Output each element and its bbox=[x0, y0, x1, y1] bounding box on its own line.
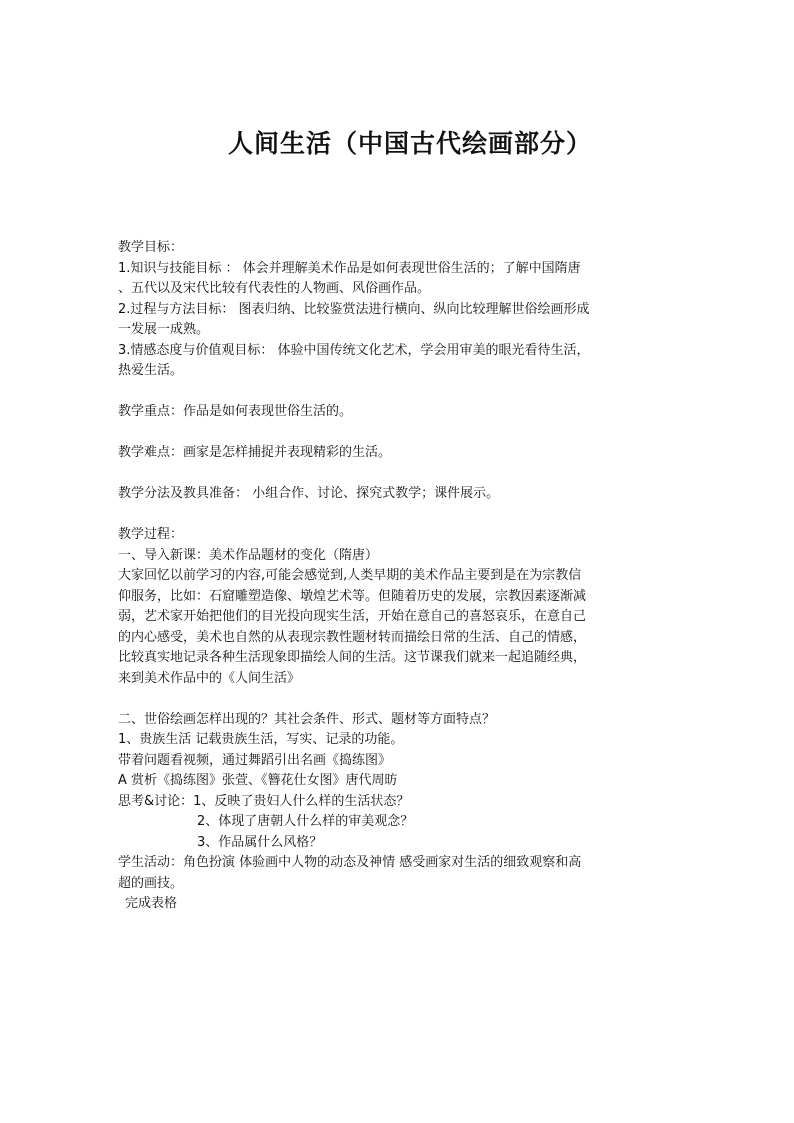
part2-title: 二、世俗绘画怎样出现的？其社会条件、形式、题材等方面特点？ bbox=[118, 711, 496, 727]
discussion-question-1: 思考&讨论：1、反映了贵妇人什么样的生活状态？ bbox=[118, 793, 410, 809]
goal-process-line-2: 一发展一成熟。 bbox=[118, 322, 210, 337]
spacer bbox=[118, 505, 638, 526]
part1-title: 一、导入新课：美术作品题材的变化（隋唐） bbox=[118, 547, 379, 563]
spacer bbox=[118, 464, 638, 485]
student-activity-line-1: 学生活动：角色扮演 体验画中人物的动态及神情 感受画家对生活的细致观察和高 bbox=[118, 855, 582, 870]
goal-knowledge-line-2: 、五代以及宋代比较有代表性的人物画、风俗画作品。 bbox=[118, 281, 431, 296]
goal-knowledge-line-1: 1.知识与技能目标 ： 体会并理解美术作品是如何表现世俗生活的；了解中国隋唐 bbox=[118, 260, 581, 276]
spacer bbox=[118, 382, 638, 403]
discussion-question-2: 2、体现了唐朝人什么样的审美观念？ bbox=[197, 814, 414, 829]
process-heading: 教学过程： bbox=[118, 527, 184, 542]
document-body bbox=[118, 238, 638, 915]
part1-line: 大家回忆以前学习的内容,可能会感觉到,人类早期的美术作品主要到是在为宗教信 bbox=[118, 568, 582, 583]
goal-attitude-line-2: 热爱生活。 bbox=[118, 363, 184, 378]
difficulty: 教学难点：画家是怎样捕捉并表现精彩的生活。 bbox=[118, 445, 392, 460]
discussion-question-3: 3、作品属什么风格？ bbox=[197, 834, 323, 850]
spacer bbox=[118, 423, 638, 444]
student-activity-line-2: 超的画技。 bbox=[118, 875, 184, 891]
goal-process-line-1: 2.过程与方法目标： 图表归纳、比较鉴赏法进行横向、纵向比较理解世俗绘画形成 bbox=[118, 301, 590, 317]
part1-line: 来到美术作品中的《人间生活》 bbox=[118, 670, 301, 686]
teaching-methods: 教学分法及教具准备： 小组合作、讨论、探究式教学；课件展示。 bbox=[118, 486, 500, 501]
noble-life: 1、贵族生活 记载贵族生活，写实、记录的功能。 bbox=[118, 732, 404, 747]
video-intro: 带着问题看视频，通过舞蹈引出名画《捣练图》 bbox=[118, 752, 392, 768]
goal-attitude-line-1: 3.情感态度与价值观目标： 体验中国传统文化艺术，学会用审美的眼光看待生活， bbox=[118, 342, 590, 358]
goals-heading: 教学目标： bbox=[118, 240, 184, 255]
part1-line: 的内心感受，美术也自然的从表现宗教性题材转而描绘日常的生活、自己的情感， bbox=[118, 629, 587, 645]
key-point: 教学重点：作品是如何表现世俗生活的。 bbox=[118, 404, 353, 419]
spacer bbox=[118, 689, 638, 710]
part1-line: 弱，艺术家开始把他们的目光投向现实生活，开始在意自己的喜怒哀乐，在意自己 bbox=[118, 609, 587, 624]
part1-line: 比较真实地记录各种生活现象即描绘人间的生活。这节课我们就来一起追随经典， bbox=[118, 650, 587, 665]
document-title: 人间生活（中国古代绘画部分） bbox=[228, 129, 593, 158]
part1-line: 仰服务，比如：石窟雕塑造像、墩煌艺术等。但随着历史的发展，宗教因素逐渐减 bbox=[118, 588, 587, 604]
complete-table: 完成表格 bbox=[125, 896, 178, 911]
appreciate-paintings: A 赏析《捣练图》张萱、《簪花仕女图》唐代周昉 bbox=[118, 773, 398, 788]
